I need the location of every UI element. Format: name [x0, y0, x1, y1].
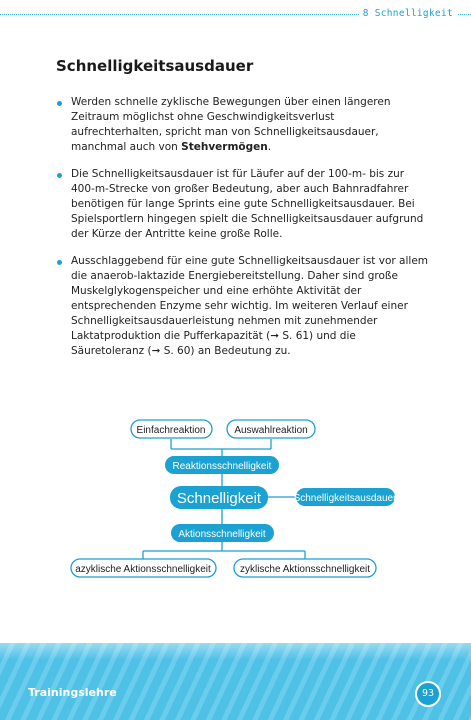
node-auswahlreaktion: Auswahlreaktion	[234, 425, 308, 436]
bullet-text: Ausschlaggebend für eine gute Schnelligkeitsausdauer ist vor allem die anaerob-laktazide Energiebereitstellung. Daher sind große Muskelglykogenspeicher und eine erhöhte Aktivität der entsprechenden Enzyme sehr wichtig. Im weiteren Verlauf einer Schnelligkeitsausdauerleistung nehmen mit zunehmender Laktatproduktion die Pufferkapazität (➞ S. 61) und die Säuretoleranz (➞ S. 60) an Bedeutung zu.	[71, 255, 429, 357]
node-azyklische-aktionsschnelligkeit: azyklische Aktionsschnelligkeit	[75, 564, 211, 575]
footer-fade	[0, 620, 471, 660]
node-reaktionsschnelligkeit: Reaktionsschnelligkeit	[172, 461, 272, 472]
footer-label: Trainingslehre	[28, 686, 117, 699]
node-aktionsschnelligkeit: Aktionsschnelligkeit	[178, 529, 266, 540]
bullet-tail: .	[267, 141, 272, 153]
node-schnelligkeit: Schnelligkeit	[176, 490, 262, 507]
node-einfachreaktion: Einfachreaktion	[136, 425, 206, 436]
node-schnelligkeitsausdauer: Schnelligkeitsausdauer	[293, 493, 397, 504]
node-zyklische-aktionsschnelligkeit: zyklische Aktionsschnelligkeit	[239, 564, 371, 575]
bullet-text: Werden schnelle zyklische Bewegungen über einen längeren Zeitraum möglichst ohne Geschwindigkeitsverlust aufrechterhalten, spricht man von Schnelligkeitsausdauer, manchmal auch von	[71, 96, 391, 153]
bullet-bold-term: Stehvermögen	[181, 141, 268, 153]
section-header: 8 Schnelligkeit	[359, 8, 457, 19]
page-number: 93	[415, 681, 441, 707]
page-title: Schnelligkeitsausdauer	[56, 57, 254, 75]
bullet-text: Die Schnelligkeitsausdauer ist für Läufer auf der 100-m- bis zur 400-m-Strecke von großer Bedeutung, aber auch Bahnradfahrer benötigen für lange Sprints eine gute Schnelligkeitsausdauer. Bei Spielsportlern hingegen spielt die Schnelligkeitsausdauer aufgrund der Kürze der Antritte keine große Rolle.	[71, 168, 424, 240]
